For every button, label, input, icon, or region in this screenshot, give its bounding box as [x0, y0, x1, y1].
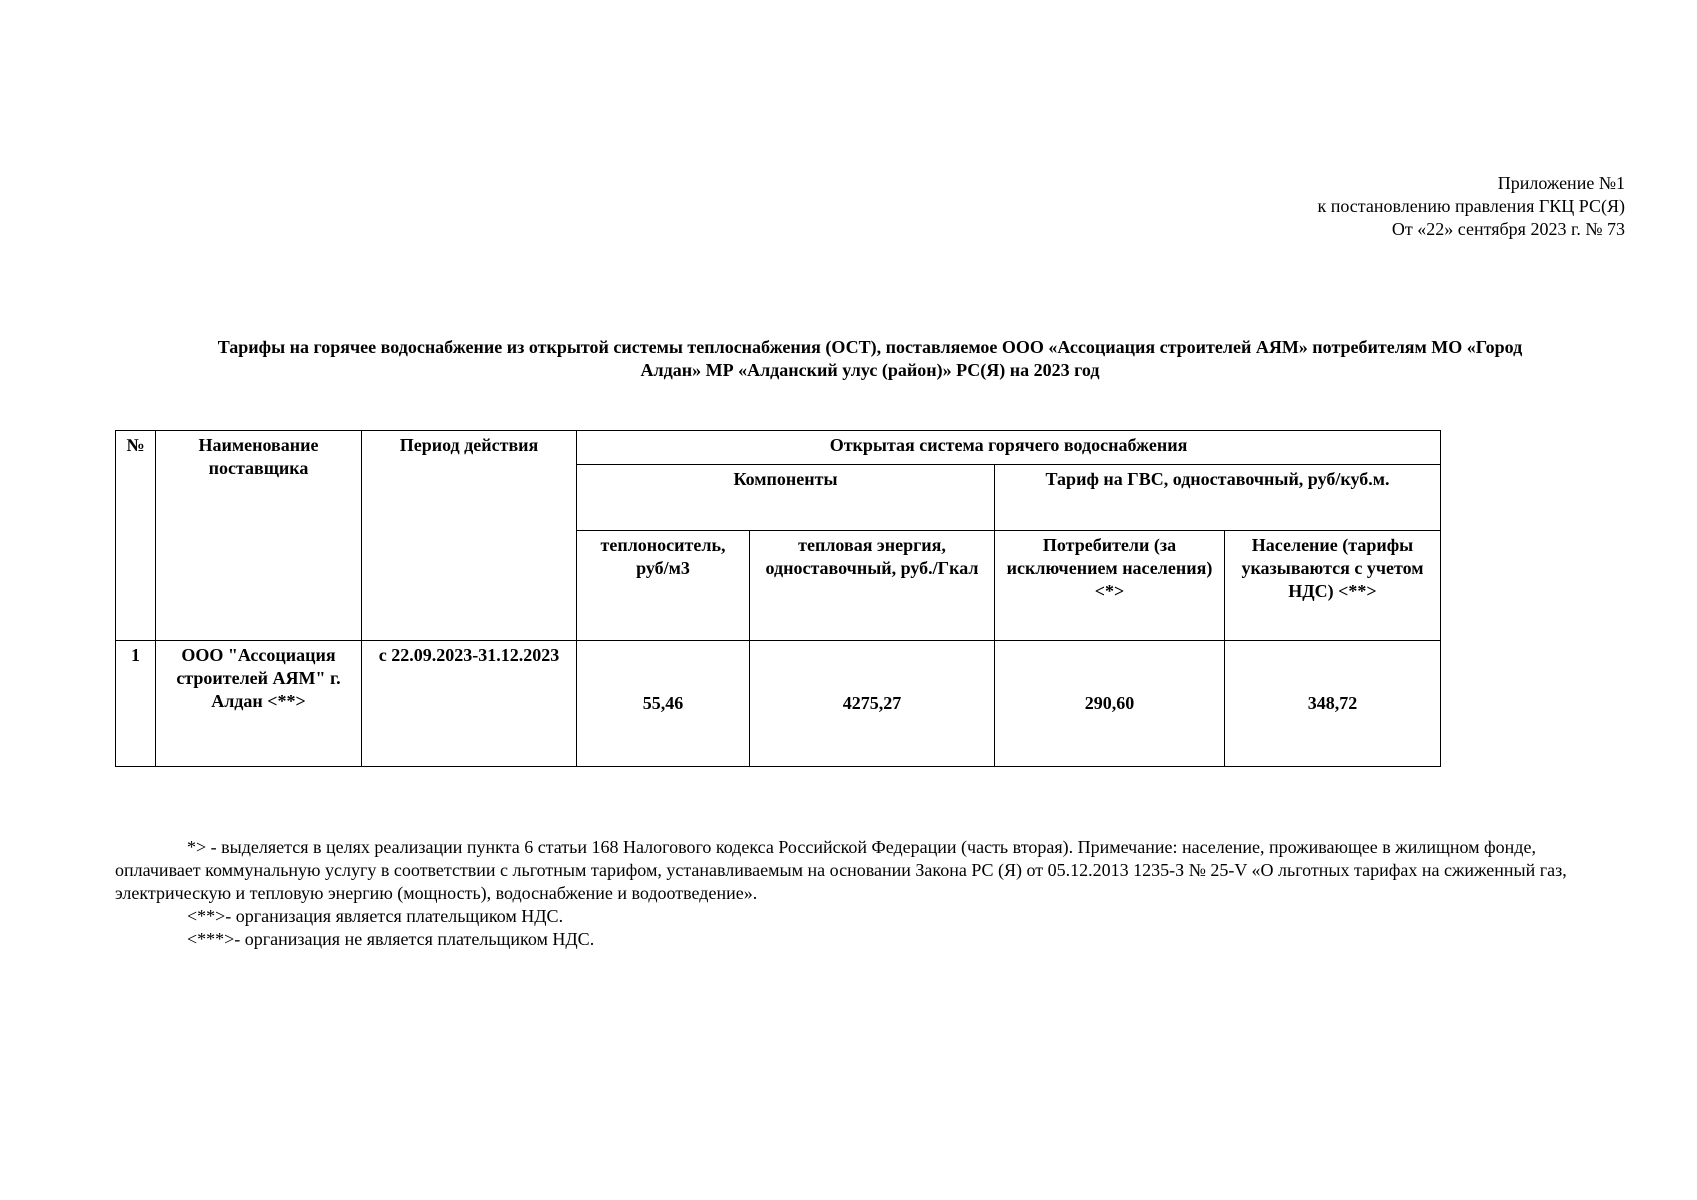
header-heat-carrier: теплоноситель, руб/м3 [577, 531, 750, 641]
cell-population: 348,72 [1225, 641, 1441, 767]
footnote-vat-note: *> - выделяется в целях реализации пункта 6 статьи 168 Налогового кодекса Российской Федерации (часть вторая). Примечание: население, проживающее в жилищном фонде, оплачивает коммунальную услугу в соответствии с льготным тарифом, устанавливаемым на основании Закона РС (Я) от 05.12.2013 1235-З № 25-V «О льготных тарифах на сжиженный газ, электрическую и тепловую энергию (мощность), водоснабжение и водоотведение». [115, 837, 1567, 903]
appendix-header [1317, 172, 1625, 241]
header-population: Население (тарифы указываются с учетом НДС) <**> [1225, 531, 1441, 641]
document-title-line1: Тарифы на горячее водоснабжение из открытой системы теплоснабжения (ОСТ), поставляемое ООО «Ассоциация строителей АЯМ» потребителям МО «Город [217, 337, 1523, 357]
header-period: Период действия [362, 431, 577, 641]
cell-period: с 22.09.2023-31.12.2023 [362, 641, 577, 767]
header-consumers: Потребители (за исключением населения) <*> [995, 531, 1225, 641]
cell-heat-energy: 4275,27 [750, 641, 995, 767]
table-row [116, 641, 1441, 767]
cell-supplier: ООО "Ассоциация строителей АЯМ" г. Алдан <**> [156, 641, 362, 767]
document-title-line2: Алдан» МР «Алданский улус (район)» РС(Я) на 2023 год [640, 360, 1100, 380]
appendix-reference: к постановлению правления ГКЦ РС(Я) [1317, 196, 1625, 216]
header-tariff-gvs: Тариф на ГВС, одноставочный, руб/куб.м. [995, 465, 1441, 531]
footnote-vat-payer: <**>- организация является плательщиком НДС. [187, 906, 564, 926]
header-open-system: Открытая система горячего водоснабжения [577, 431, 1441, 465]
appendix-number: Приложение №1 [1497, 173, 1625, 193]
header-supplier: Наименование поставщика [156, 431, 362, 641]
appendix-date: От «22» сентября 2023 г. № 73 [1391, 219, 1625, 239]
footnotes [115, 836, 1595, 951]
cell-num: 1 [116, 641, 156, 767]
header-heat-energy: тепловая энергия, одноставочный, руб./Гкал [750, 531, 995, 641]
document-title [120, 336, 1620, 382]
header-components: Компоненты [577, 465, 995, 531]
tariff-table [115, 430, 1441, 767]
footnote-non-vat-payer: <***>- организация не является плательщиком НДС. [187, 929, 595, 949]
header-num: № [116, 431, 156, 641]
cell-consumers: 290,60 [995, 641, 1225, 767]
table-header-row [116, 431, 1441, 465]
cell-heat-carrier: 55,46 [577, 641, 750, 767]
